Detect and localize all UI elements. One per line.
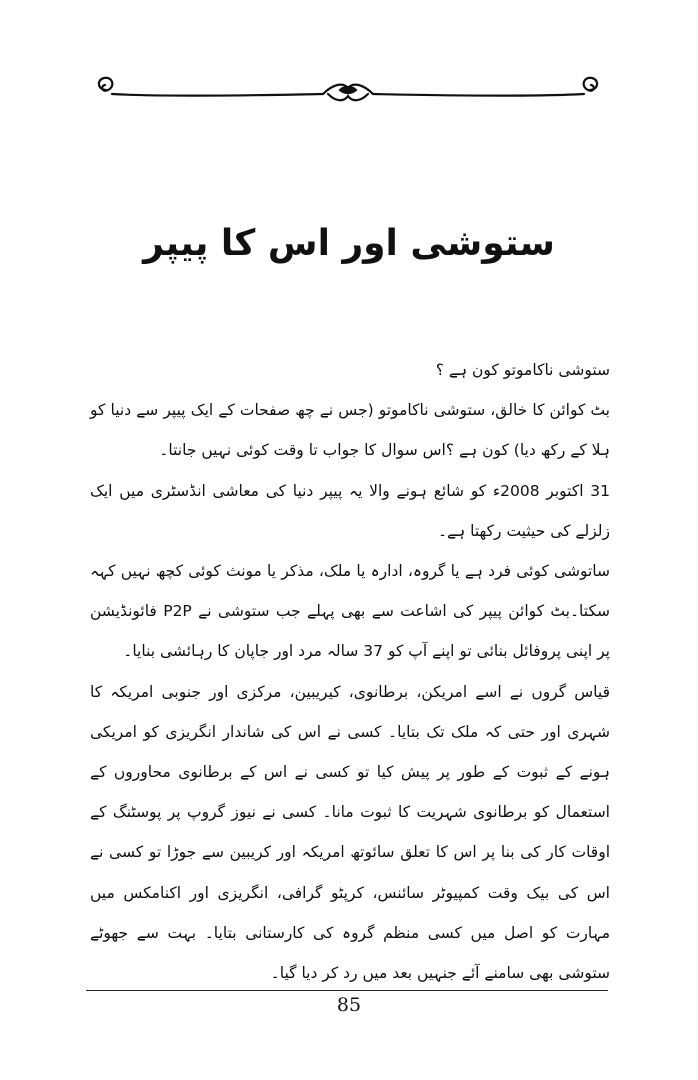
- paragraph: بٹ کوائن کا خالق، ستوشی ناکاموتو (جس نے چھ صفحات کے ایک پیپر سے دنیا کو ہلا کے رکھ دیا) کون ہے ؟اس سوال کا جواب تا وقت کوئی نہیں جانتا۔: [90, 401, 610, 460]
- paragraph: 31 اکتوبر 2008ء کو شائع ہونے والا یہ پیپر دنیا کی معاشی انڈسٹری میں ایک زلزلے کی حیثیت رکھتا ہے۔: [90, 481, 610, 540]
- paragraph: ساتوشی کوئی فرد ہے یا گروہ، ادارہ یا ملک، مذکر یا مونث کوئی کچھ نہیں کہہ سکتا۔بٹ کوائن پیپر کی اشاعت سے بھی پہلے جب ستوشی نے P2P فائونڈیشن پر اپنی پروفائل بنائی تو اپنے آپ کو 37 سالہ مرد اور جاپان کا رہائشی بنایا۔: [90, 562, 610, 661]
- chapter-title: ستوشی اور اس کا پیپر: [143, 223, 555, 264]
- ornamental-divider: [88, 66, 608, 114]
- body-text: [90, 350, 610, 993]
- paragraph: قیاس گروں نے اسے امریکن، برطانوی، کیریبین، مرکزی اور جنوبی امریکہ کا شہری اور حتی کہ ملک تک بتایا۔ کسی نے اس کی شاندار انگریزی کو امریکی ہونے کے ثبوت کے طور پر پیش کیا تو کسی نے اس کے برطانوی محاوروں کے استعمال کو برطانوی شہریت کا ثبوت مانا۔ کسی نے نیوز گروپ پر پوسٹنگ کے اوقات کار کی بنا پر اس کا تعلق سائوتھ امریکہ اور کریبین سے جوڑا تو کسی نے اس کی بیک وقت کمپیوٹر سائنس، کرپٹو گرافی، انگریزی اور اکنامکس میں مہارت کو اصل میں کسی منظم گروہ کی کارستانی بتایا۔ بہت سے جھوٹے ستوشی بھی سامنے آئے جنہیں بعد میں رد کر دیا گیا۔: [90, 682, 610, 983]
- page-number: 85: [336, 994, 362, 1016]
- footer-rule: [86, 990, 608, 991]
- paragraph: ستوشی ناکاموتو کون ہے ؟: [435, 361, 610, 379]
